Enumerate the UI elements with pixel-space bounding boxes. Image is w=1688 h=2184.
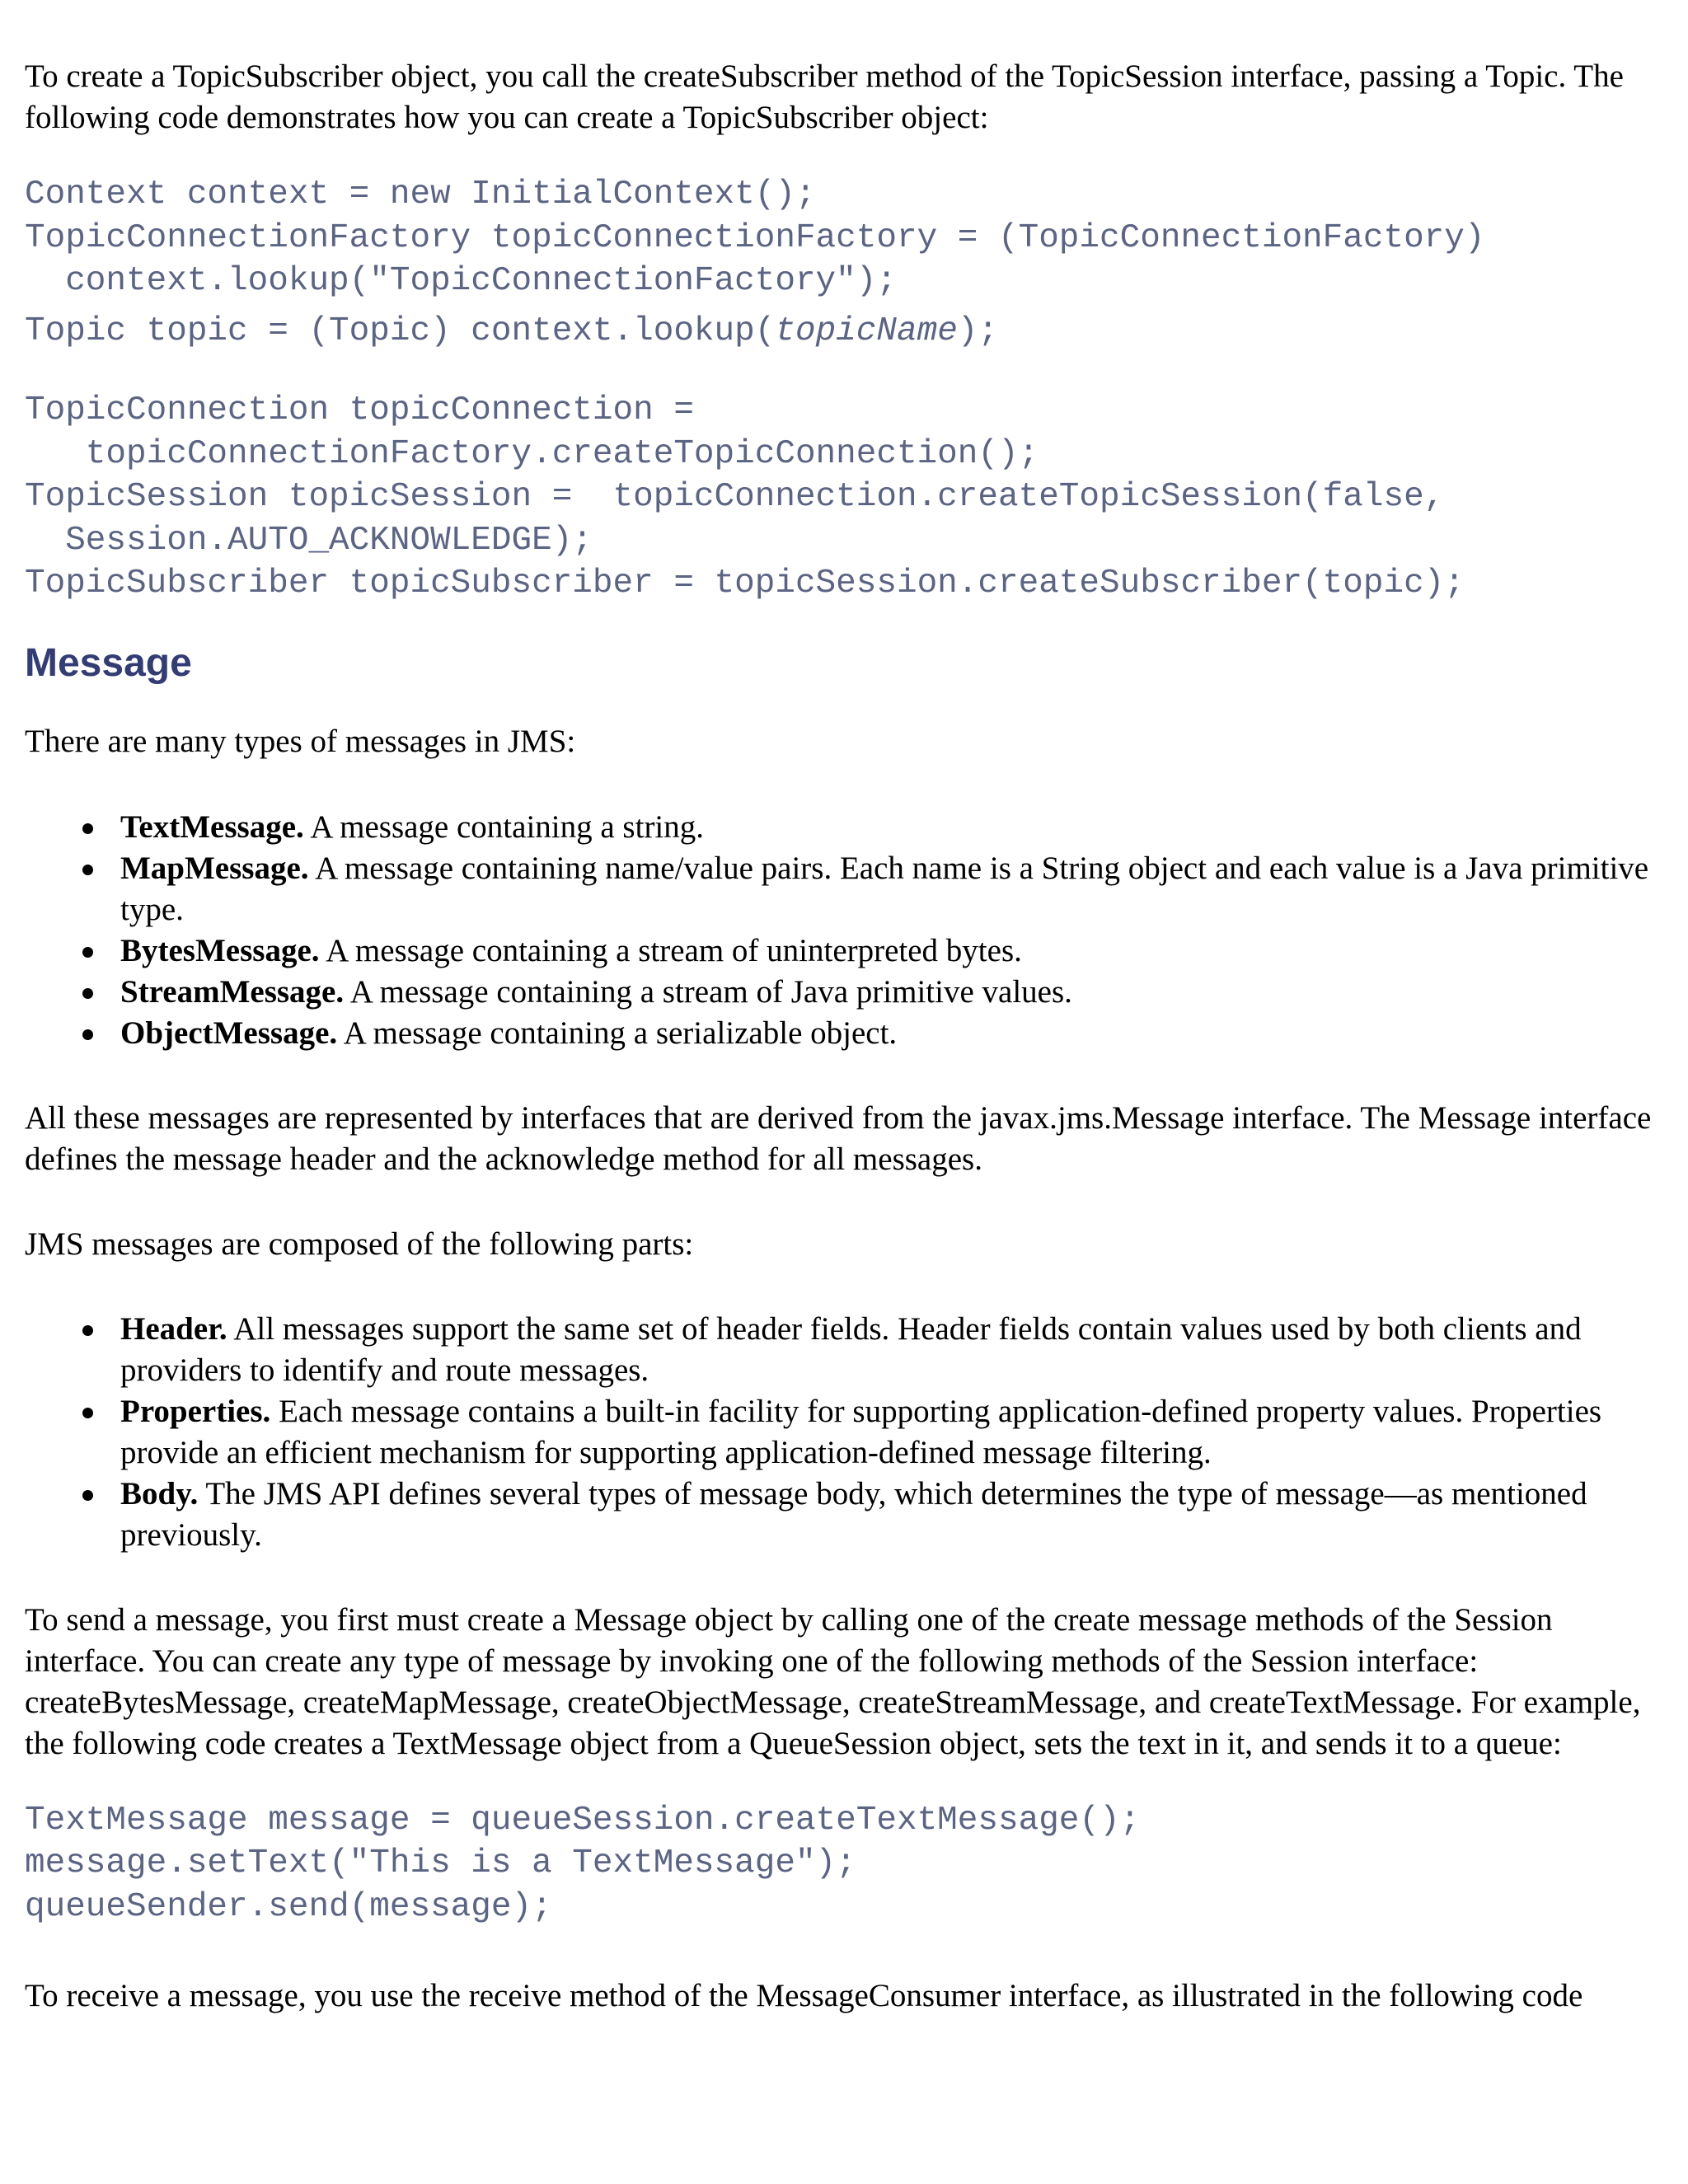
term: MapMessage. [120, 850, 309, 886]
code-line: TopicConnectionFactory topicConnectionFactory = (TopicConnectionFactory) [25, 218, 1485, 257]
message-parts-list [25, 1309, 1663, 1556]
term: Header. [120, 1310, 227, 1347]
section-heading-message: Message [25, 640, 192, 685]
bullet-icon [82, 1325, 93, 1336]
bullet-icon [82, 1490, 93, 1501]
bullet-icon [82, 823, 93, 834]
parts-intro-paragraph: JMS messages are composed of the following parts: [25, 1226, 694, 1262]
list-item [120, 1474, 1663, 1556]
send-message-paragraph: To send a message, you first must create a Message object by calling one of the create message methods of the Session interface. You can create any type of message by invoking one of the following methods of the Session interface: createBytesMessage, createMapMessage, createObjectMessage, createStreamMessage, and createTextMessage. For example, the following code creates a TextMessage object from a QueueSession object, sets the text in it, and sends it to a queue: [25, 1601, 1641, 1761]
code-line: queueSender.send(message); [25, 1887, 552, 1926]
description: A message containing name/value pairs. Each name is a String object and each value is a Java primitive type. [120, 850, 1649, 927]
message-types-list [25, 807, 1663, 1054]
bullet-icon [82, 988, 93, 999]
code-line: Context context = new InitialContext(); [25, 176, 816, 213]
derived-interfaces-paragraph: All these messages are represented by interfaces that are derived from the javax.jms.Message interface. The Message interface defines the message header and the acknowledge method for all messages. [25, 1099, 1652, 1177]
term: BytesMessage. [120, 932, 320, 968]
description: A message containing a stream of uninterpreted bytes. [319, 932, 1022, 968]
list-item [120, 848, 1663, 930]
code-block-topic-subscriber [25, 389, 1663, 606]
description: Each message contains a built-in facility for supporting application-defined property values. Properties provide an efficient mechanism for supporting application-defined message filtering. [120, 1393, 1602, 1470]
description: A message containing a serializable object. [337, 1015, 898, 1051]
bullet-icon [82, 865, 93, 875]
code-line: TopicSession topicSession = topicConnection.createTopicSession(false, [25, 478, 1445, 516]
code-block-send-message [25, 1799, 1663, 1929]
code-fragment: Topic topic = (Topic) context.lookup( [25, 312, 776, 350]
code-line: Session.AUTO_ACKNOWLEDGE); [25, 521, 593, 560]
code-line: context.lookup("TopicConnectionFactory"); [25, 262, 897, 300]
code-line: message.setText("This is a TextMessage"); [25, 1844, 856, 1882]
bullet-icon [82, 947, 93, 958]
list-item [120, 972, 1663, 1013]
code-block-topic-lookup [25, 173, 1663, 353]
term: StreamMessage. [120, 973, 345, 1010]
list-item [120, 1013, 1663, 1054]
bullet-icon [82, 1029, 93, 1040]
receive-message-paragraph: To receive a message, you use the receive method of the MessageConsumer interface, as illustrated in the following code [25, 1978, 1583, 2013]
code-line: TopicConnection topicConnection = [25, 391, 694, 429]
list-item [120, 1391, 1663, 1474]
code-line: topicConnectionFactory.createTopicConnection(); [25, 434, 1039, 473]
term: Properties. [120, 1393, 271, 1429]
intro-subscriber-paragraph: To create a TopicSubscriber object, you call the createSubscriber method of the TopicSession interface, passing a Topic. The following code demonstrates how you can create a TopicSubscriber object: [25, 59, 1624, 135]
code-italic-fragment: topicName [775, 312, 958, 350]
list-item [120, 930, 1663, 972]
description: The JMS API defines several types of message body, which determines the type of message—as mentioned previously. [120, 1475, 1587, 1553]
description: All messages support the same set of header fields. Header fields contain values used by both clients and providers to identify and route messages. [120, 1310, 1582, 1388]
term: Body. [120, 1475, 199, 1511]
description: A message containing a string. [303, 808, 705, 845]
term: TextMessage. [120, 808, 304, 845]
bullet-icon [82, 1408, 93, 1418]
description: A message containing a stream of Java primitive values. [344, 973, 1072, 1010]
code-line: TextMessage message = queueSession.createTextMessage(); [25, 1801, 1141, 1840]
list-item [120, 807, 1663, 848]
list-item [120, 1309, 1663, 1391]
types-intro-paragraph: There are many types of messages in JMS: [25, 723, 576, 759]
code-line: TopicSubscriber topicSubscriber = topicSession.createSubscriber(topic); [25, 565, 1465, 602]
code-line [25, 310, 1663, 354]
term: ObjectMessage. [120, 1015, 338, 1051]
code-fragment: ); [957, 312, 999, 350]
